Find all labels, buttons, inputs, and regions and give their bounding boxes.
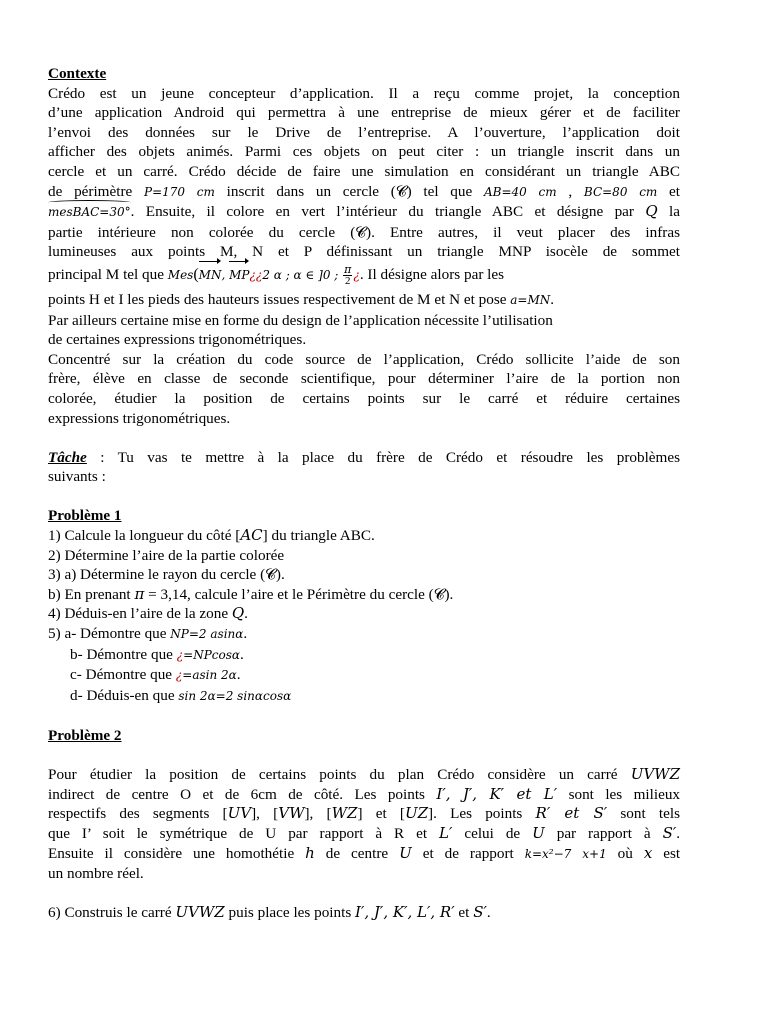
contexte-line: points H et I les pieds des hauteurs issues respectivement de M et N et pose a=MN. [48,290,555,308]
contexte-line: Par ailleurs certaine mise en forme du design de l’application nécessite l’utilisation [48,311,553,329]
contexte-line: Concentré sur la création du code source de l’application, Crédo sollicite l’aide de son [48,350,680,368]
math-q: Q [645,202,658,221]
question-3b: b) En prenant π = 3,14, calcule l’aire et le Périmètre du cercle (𝓒). [48,584,454,603]
contexte-line: d’une application Android qui permettra à une entreprise de mieux gérer et de faciliter [48,104,680,122]
math-mes: Mes [167,267,194,282]
probleme2-line: Pour étudier la position de certains points du plan Crédo considère un carré UVWZ [48,765,681,784]
probleme2-line: un nombre réel. [48,865,144,883]
question-6: 6) Construis le carré UVWZ puis place les points I′, J′, K′, L′, R′ et S′. [48,903,491,922]
probleme2-line: indirect de centre O et de 6cm de côté. Les points I′, J′, K′ et L′ sont les milieux [48,784,681,803]
probleme2-line: respectifs des segments [UV], [VW], [WZ] et [UZ]. Les points R′ et S′ sont tels [48,804,680,823]
document-body [48,64,680,923]
contexte-line: mesBAC=30°. Ensuite, il colore en vert l’intérieur du triangle ABC et désigne par Q la [48,202,680,223]
math-vector-mn: MN [199,262,222,288]
probleme2-heading: Problème 2 [48,727,122,744]
probleme1-heading: Problème 1 [48,507,122,525]
contexte-line: afficher des objets animés. Parmi ces objets on peut citer : un triangle inscrit dans un [48,143,680,161]
contexte-line: de périmètre P=170 cm inscrit dans un cercle (𝓒) tel que AB=40 cm , BC=80 cm et [48,182,681,200]
question-1: 1) Calcule la longueur du côté [AC] du triangle ABC. [48,526,375,545]
math-error-glyph: ¿ [176,647,184,662]
tache-heading: Tâche [48,448,87,466]
question-5b: b- Démontre que ¿=NPcosα. [70,645,244,663]
question-4: 4) Déduis-en l’aire de la zone Q. [48,604,248,623]
tache-line: suivants : [48,468,106,486]
math-a-mn: a=MN [510,292,551,307]
contexte-line: expressions trigonométriques. [48,409,231,427]
contexte-line: cercle et un carré. Crédo décide de faire une simulation en considérant un triangle ABC [48,162,680,180]
contexte-line: principal M tel que Mes(MN, MP¿¿2 α ; α ∈ ]0 ; $\frac{\pi}{2}$ ¿. Il désigne alors par les [48,262,505,287]
contexte-line: l’envoi des données sur le Drive de l’entreprise. A l’ouverture, l’application doit [48,123,680,141]
question-5d: d- Déduis-en que sin 2α=2 sinαcosα [70,686,292,704]
math-angle-bac: mesBAC=30° [48,203,131,223]
math-bc: BC=80 cm [583,184,658,199]
probleme2-line: que I’ soit le symétrique de U par rapport à R et L′ celui de U par rapport à S′. [48,823,681,842]
question-3a: 3) a) Détermine le rayon du cercle (𝓒). [48,566,285,584]
math-homothety-ratio: k=x²−7 x+1 [524,846,607,861]
probleme2-line: Ensuite il considère une homothétie h de centre U et de rapport k=x²−7 x+1 où x est [48,843,681,862]
tache-line: Tâche : Tu vas te mettre à la place du frère de Crédo et résoudre les problèmes [48,448,680,466]
math-error-glyph: ¿ [175,668,183,683]
contexte-line: lumineuses aux points M, N et P définissant un triangle MNP isocèle de sommet [48,243,680,261]
question-5c: c- Démontre que ¿=asin 2α. [70,666,241,684]
contexte-line: partie intérieure non colorée du cercle (𝓒). Entre autres, il veut placer des infras [48,223,680,241]
math-alpha-range: 2 α ; α ∈ ]0 ; [262,267,339,282]
math-vector-mp: MP [229,262,249,288]
question-2: 2) Détermine l’aire de la partie colorée [48,546,285,564]
math-fraction-pi-2: $\frac{\pi}{2}$ [344,262,352,287]
math-error-glyph: ¿¿ [249,267,263,282]
math-error-glyph: ¿ [353,267,360,282]
math-perimeter: P=170 cm [144,184,215,199]
contexte-line: frère, élève en classe de seconde scientifique, pour déterminer l’aire de la portion non [48,370,680,388]
question-5a: 5) a- Démontre que NP=2 asinα. [48,625,248,643]
contexte-line: colorée, étudier la position de certains points sur le carré et réduire certaines [48,389,680,407]
contexte-line: Crédo est un jeune concepteur d’application. Il a reçu comme projet, la conception [48,84,680,102]
contexte-line: de certaines expressions trigonométriques. [48,331,307,349]
contexte-heading: Contexte [48,65,107,82]
math-ab: AB=40 cm [483,184,557,199]
